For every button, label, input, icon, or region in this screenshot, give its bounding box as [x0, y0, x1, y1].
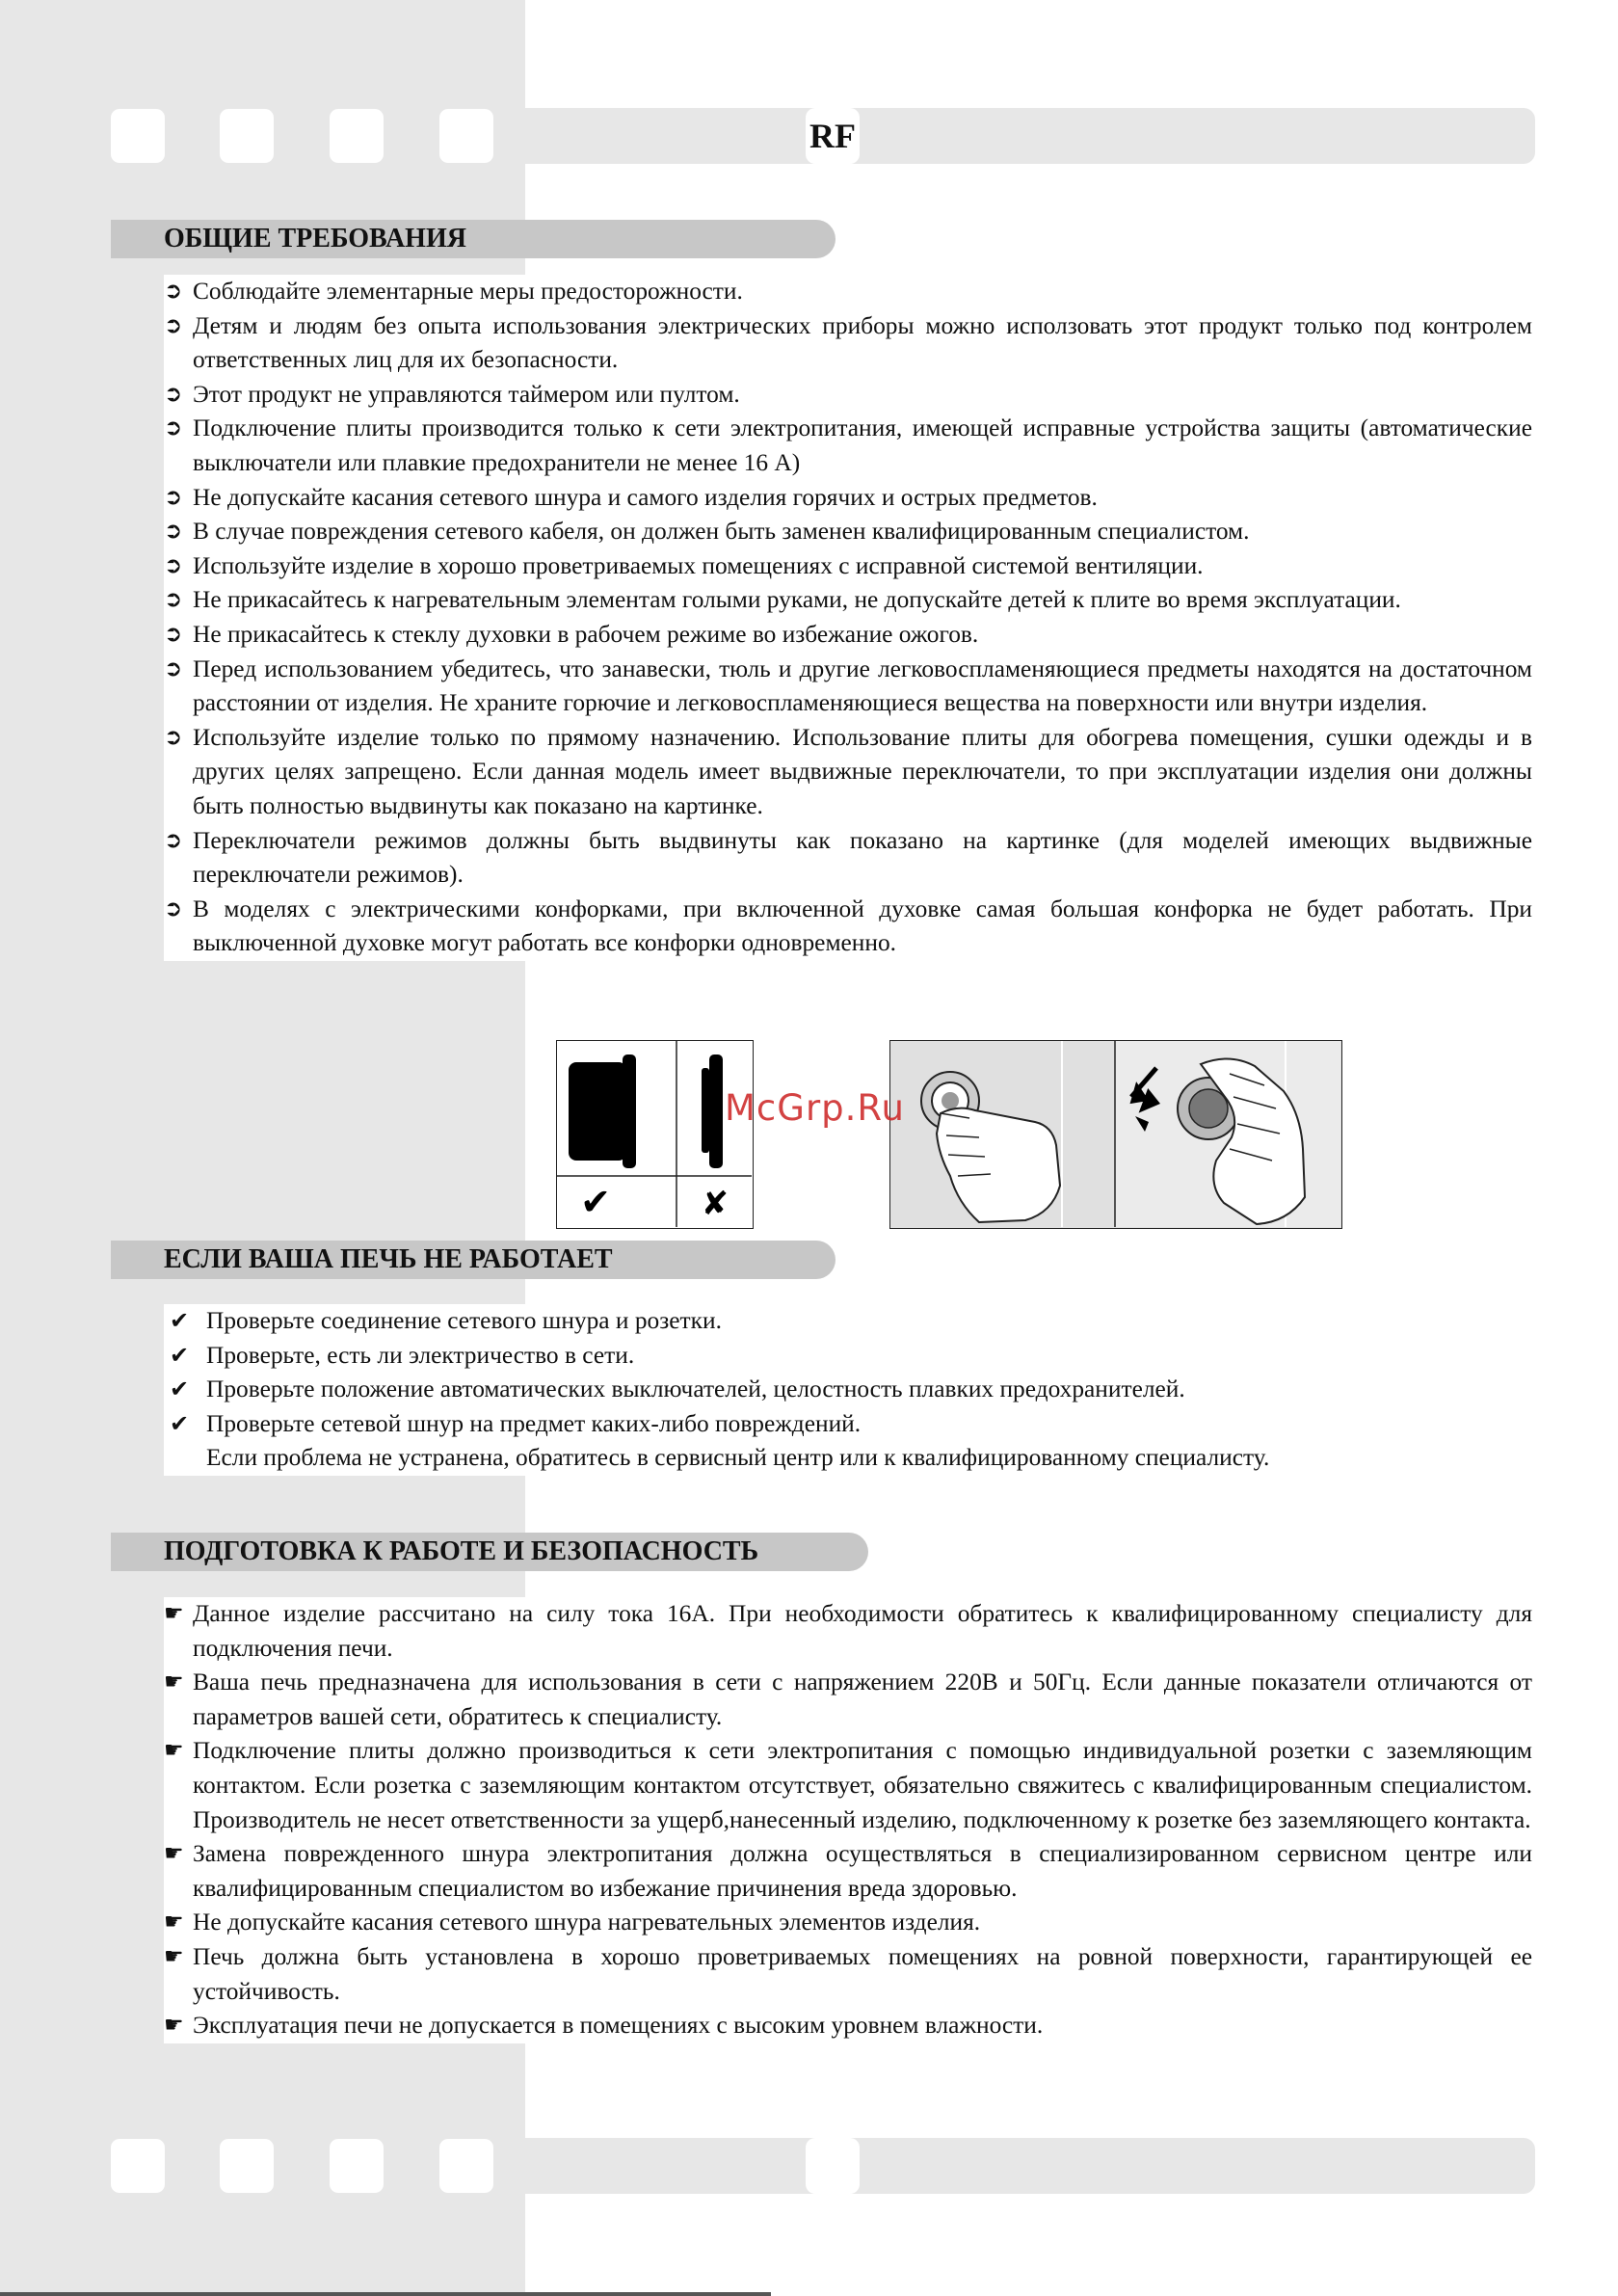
troubleshooting-note: Если проблема не устранена, обратитесь в сервисный центр или к квалифицированному специалисту.	[206, 1444, 1270, 1472]
list-item	[164, 1407, 1532, 1442]
list-item	[164, 1940, 1532, 2009]
list-item-text: Этот продукт не управляются таймером или пултом.	[193, 380, 740, 408]
list-item	[164, 1597, 1532, 1666]
arrow-bullet-icon: ➲	[164, 724, 183, 750]
list-item-text: Переключатели режимов должны быть выдвинуты как показано на картинке (для моделей имеющих выдвижные переключатели режимов).	[193, 826, 1532, 889]
pointing-hand-icon: ☛	[164, 1601, 184, 1626]
arrow-bullet-icon: ➲	[164, 621, 183, 647]
list-item-text: Эксплуатация печи не допускается в помещениях с высоким уровнем влажности.	[193, 2012, 1044, 2040]
list-item	[164, 412, 1532, 480]
list-item	[164, 549, 1532, 584]
watermark-text: McGrp.Ru	[725, 1087, 905, 1129]
list-item-text: Перед использованием убедитесь, что занавески, тюль и другие легковоспламеняющиеся предметы находятся на достаточном расстоянии от изделия. Не храните горючие и легковоспламеняющиеся вещества на поверхности или внутри изделия.	[193, 654, 1532, 717]
check-bullet-icon: ✔	[170, 1307, 190, 1334]
list-item-text: Проверьте, есть ли электричество в сети.	[206, 1341, 635, 1369]
list-item	[164, 1666, 1532, 1734]
list-item	[164, 481, 1532, 516]
list-item-text: Проверьте соединение сетевого шнура и розетки.	[206, 1307, 722, 1334]
list-item-text: Используйте изделие только по прямому назначению. Использование плиты для обогрева помещения, сушки одежды и в других целях запрещено. Если данная модель имеет выдвижные переключатели, то при эксплуатации изделия они должны быть полностью выдвинуты как показано на картинке.	[193, 723, 1532, 819]
list-item	[164, 1339, 1532, 1374]
list-item-text: Проверьте сетевой шнур на предмет каких-либо повреждений.	[206, 1409, 862, 1437]
list-item-text: Ваша печь предназначена для использования в сети с напряжением 220В и 50Гц. Если данные показатели отличаются от параметров вашей сети, обратитесь к специалисту.	[193, 1669, 1532, 1730]
list-item	[164, 1734, 1532, 1837]
punch-hole	[111, 2139, 165, 2193]
knob-diagram	[557, 1041, 752, 1227]
arrow-bullet-icon: ➲	[164, 415, 183, 441]
list-item	[164, 515, 1532, 549]
punch-hole	[220, 2139, 274, 2193]
check-bullet-icon: ✔	[170, 1341, 190, 1369]
list-item-text: Печь должна быть установлена в хорошо проветриваемых помещениях на ровной поверхности, гарантирующей ее устойчивость.	[193, 1942, 1532, 2005]
check-bullet-icon: ✔	[170, 1409, 190, 1437]
pointing-hand-icon: ☛	[164, 1909, 184, 1936]
section-title-not-working: ЕСЛИ ВАША ПЕЧЬ НЕ РАБОТАЕТ	[111, 1241, 836, 1279]
punch-hole	[330, 109, 384, 163]
list-item	[164, 893, 1532, 961]
section-title-general: ОБЩИЕ ТРЕБОВАНИЯ	[111, 220, 836, 258]
arrow-bullet-icon: ➲	[164, 279, 183, 304]
hand-knob-illustration	[890, 1041, 1340, 1227]
list-item-text: Соблюдайте элементарные меры предосторожности.	[193, 278, 743, 305]
pointing-hand-icon: ☛	[164, 1943, 184, 1969]
list-item	[164, 1906, 1532, 1940]
punch-hole	[439, 109, 493, 163]
arrow-bullet-icon: ➲	[164, 381, 183, 407]
list-item-text: Не прикасайтесь к нагревательным элементам голыми руками, не допускайте детей к плите во время эксплуатации.	[193, 586, 1401, 614]
arrow-bullet-icon: ➲	[164, 312, 183, 338]
pointing-hand-icon: ☛	[164, 1669, 184, 1695]
section-title-preparation: ПОДГОТОВКА К РАБОТЕ И БЕЗОПАСНОСТЬ	[111, 1533, 868, 1571]
preparation-safety-list	[164, 1597, 1532, 2043]
troubleshooting-list	[164, 1304, 1532, 1476]
list-item	[164, 1837, 1532, 1906]
check-bullet-icon: ✔	[170, 1375, 190, 1403]
knob-operation-figure	[889, 1040, 1342, 1229]
pointing-hand-icon: ☛	[164, 1738, 184, 1764]
language-code: RF	[806, 108, 860, 164]
list-item	[164, 618, 1532, 653]
list-item	[164, 824, 1532, 893]
list-item-text: Не прикасайтесь к стеклу духовки в рабочем режиме во избежание ожогов.	[193, 620, 979, 648]
arrow-bullet-icon: ➲	[164, 587, 183, 613]
list-item-text: В моделях с электрическими конфорками, при включенной духовке самая большая конфорка не будет работать. При выключенной духовке могут работать все конфорки одновременно.	[193, 894, 1532, 957]
arrow-bullet-icon: ➲	[164, 827, 183, 853]
knob-position-figure	[556, 1040, 754, 1229]
pointing-hand-icon: ☛	[164, 2013, 184, 2039]
punch-hole	[439, 2139, 493, 2193]
arrow-bullet-icon: ➲	[164, 895, 183, 921]
knob-extended-icon	[569, 1062, 626, 1161]
list-item-text: Данное изделие рассчитано на силу тока 16А. При необходимости обратитесь к квалифицированному специалисту для подключения печи.	[193, 1600, 1532, 1662]
list-item-text: Детям и людям без опыта использования электрических приборы можно исползовать этот продукт только под контролем ответственных лиц для их безопасности.	[193, 311, 1532, 374]
list-item-text: Используйте изделие в хорошо проветриваемых помещениях с исправной системой вентиляции.	[193, 551, 1204, 579]
list-item	[164, 2009, 1532, 2043]
list-item	[164, 309, 1532, 378]
arrow-bullet-icon: ➲	[164, 552, 183, 578]
list-item	[164, 1304, 1532, 1339]
incorrect-cross-icon: ✘	[701, 1185, 729, 1223]
list-item-text: Проверьте положение автоматических выключателей, целостность плавких предохранителей.	[206, 1375, 1185, 1403]
knob-retracted-icon	[709, 1055, 723, 1168]
list-item	[164, 653, 1532, 721]
list-item	[164, 1373, 1532, 1407]
list-item-text: Не допускайте касания сетевого шнура и самого изделия горячих и острых предметов.	[193, 483, 1098, 511]
punch-hole	[220, 109, 274, 163]
page-number-box	[806, 2138, 860, 2194]
bottom-rule	[0, 2292, 771, 2296]
correct-check-icon: ✔	[580, 1181, 611, 1223]
list-item	[164, 378, 1532, 413]
list-item-text: Замена поврежденного шнура электропитания должна осуществляться в специализированном сервисном центре или квалифицированным специалистом во избежание причинения вреда здоровью.	[193, 1840, 1532, 1902]
pointing-hand-icon: ☛	[164, 1841, 184, 1867]
punch-hole	[330, 2139, 384, 2193]
list-item-text: В случае повреждения сетевого кабеля, он должен быть заменен квалифицированным специалистом.	[193, 518, 1250, 546]
arrow-bullet-icon: ➲	[164, 519, 183, 545]
punch-hole	[111, 109, 165, 163]
arrow-bullet-icon: ➲	[164, 484, 183, 510]
general-requirements-list	[164, 275, 1532, 961]
list-item-text: Не допускайте касания сетевого шнура нагревательных элементов изделия.	[193, 1909, 981, 1936]
list-item	[164, 583, 1532, 618]
list-item	[164, 721, 1532, 824]
list-item-text: Подключение плиты производится только к сети электропитания, имеющей исправные устройства защиты (автоматические выключатели или плавкие предохранители не менее 16 А)	[193, 414, 1532, 476]
arrow-bullet-icon: ➲	[164, 655, 183, 681]
list-item	[164, 275, 1532, 309]
list-item-text: Подключение плиты должно производиться к сети электропитания с помощью индивидуальной розетки с заземляющим контактом. Если розетка с заземляющим контактом отсутствует, обязательно свяжитесь с квалифицированным специалистом. Производитель не несет ответственности за ущерб,нанесенный изделию, подключенному к розетке без заземляющего контакта.	[193, 1737, 1532, 1833]
